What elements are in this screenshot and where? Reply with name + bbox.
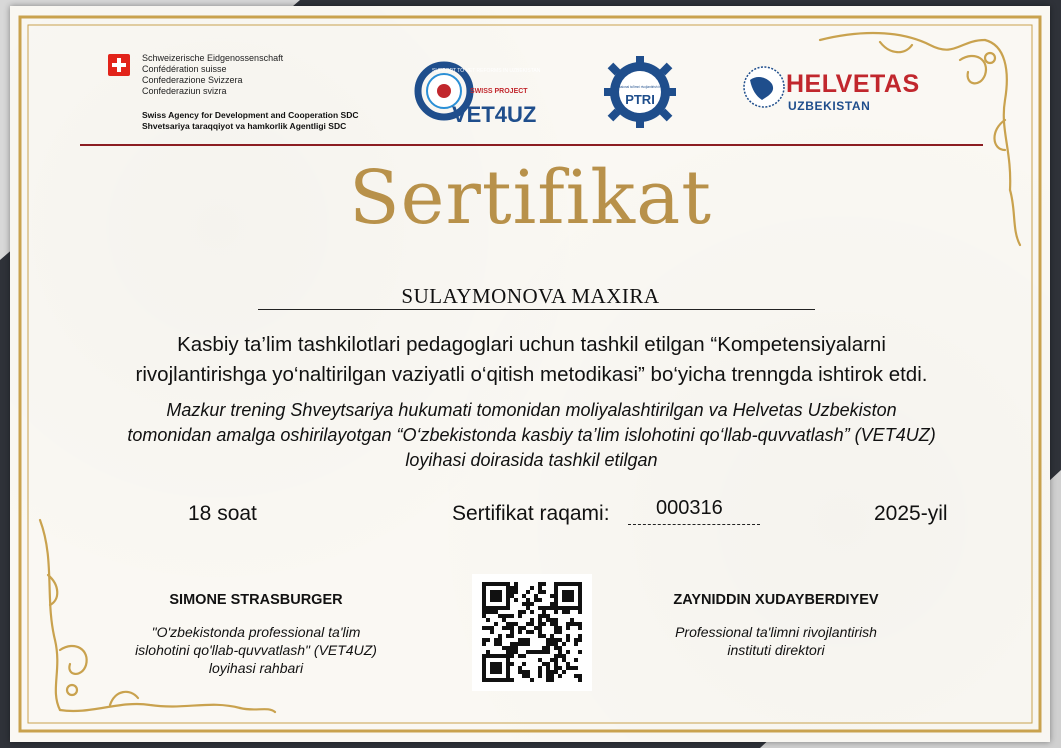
recipient-underline [258,309,815,310]
certificate-number-line [628,524,760,525]
funding-line-3: loyihasi doirasida tashkil etilgan [405,450,658,470]
recipient-name: SULAYMONOVA MAXIRA [401,284,660,308]
right-signer-role [630,623,922,659]
sdc-line-rm: Confederaziun svizra [142,86,227,96]
helvetas-globe-icon [740,62,790,112]
sdc-line-de: Schweizerische Eidgenossenschaft [142,53,284,63]
right-role-line-2: instituti direktori [727,642,825,658]
helvetas-name: HELVETAS [786,70,920,98]
funding-description [80,398,983,473]
ptri-small-text: Professional ta'limni rivojlantirish instituti [611,85,669,89]
vet4uz-ring-text: SUPPORT TO VET REFORMS IN UZBEKISTAN [432,68,541,74]
left-role-line-3: loyihasi rahbari [208,660,304,676]
ptri-name: PTRI [625,92,655,107]
training-line-2: rivojlantirishga yo‘naltirilgan vaziyatli o‘qitish metodikasi” bo‘yicha trenngda ishtirok etdi. [135,363,928,386]
training-line-1: Kasbiy ta’lim tashkilotlari pedagoglari uchun tashkil etilgan “Kompetensiyalarni [177,333,886,356]
training-description [80,330,983,390]
training-hours: 18 soat [188,502,257,525]
sdc-names [142,53,283,97]
sdc-agency-uz: Shvetsariya taraqqiyot va hamkorlik Agentligi SDC [142,121,347,131]
header-rule [80,144,983,146]
helvetas-country: UZBEKISTAN [788,99,871,113]
qr-code-icon [472,574,592,691]
right-signer-name: ZAYNIDDIN XUDAYBERDIYEV [673,592,879,608]
certificate-title: Sertifikat [348,155,713,241]
sdc-line-fr: Confédération suisse [142,64,227,74]
sdc-line-it: Confederazione Svizzera [142,75,243,85]
right-role-line-1: Professional ta'limni rivojlantirish [675,624,877,640]
left-signer-role [110,623,402,677]
certificate-number-label: Sertifikat raqami: [452,502,610,525]
sdc-agency-en: Swiss Agency for Development and Cooperation SDC [142,110,359,120]
left-role-line-2: islohotini qo'llab-quvvatlash" (VET4UZ) [135,642,377,658]
vet4uz-logo-icon [412,58,552,128]
certificate-number-value: 000316 [656,497,723,519]
vet4uz-project: SWISS PROJECT [470,88,528,95]
certificate-year: 2025-yil [874,502,948,525]
sdc-agency [142,110,358,132]
ptri-gear-logo-icon [600,54,680,130]
left-role-line-1: "O'zbekistonda professional ta'lim [151,624,361,640]
vet4uz-name: VET4UZ [452,102,537,127]
swiss-flag-icon [108,54,130,76]
funding-line-2: tomonidan amalga oshirilayotgan “O‘zbekistonda kasbiy ta’lim islohotini qo‘llab-quvvatlash” (VET4UZ) [127,425,936,445]
left-signer-name: SIMONE STRASBURGER [169,592,343,608]
funding-line-1: Mazkur trening Shveytsariya hukumati tomonidan moliyalashtirilgan va Helvetas Uzbekiston [166,400,897,420]
qr-code-graphic [472,574,592,691]
